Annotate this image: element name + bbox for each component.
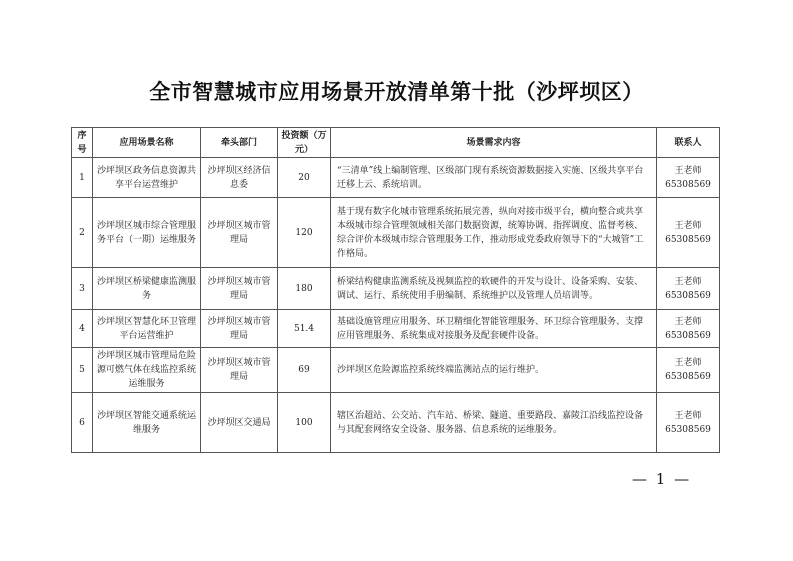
header-dept: 牵头部门 xyxy=(201,128,278,158)
row-no: 3 xyxy=(72,268,93,310)
row-name: 沙坪坝区城市管理局危险源可燃气体在线监控系统运维服务 xyxy=(93,348,201,393)
row-name: 沙坪坝区桥梁健康监测服务 xyxy=(93,268,201,310)
header-invest: 投资额（万元） xyxy=(278,128,331,158)
contact-name: 王老师 xyxy=(674,165,702,176)
row-content: 沙坪坝区危险源监控系统终端监测站点的运行维护。 xyxy=(331,348,657,393)
contact-phone: 65308569 xyxy=(665,290,711,301)
table-row xyxy=(72,268,720,310)
contact-phone: 65308569 xyxy=(665,424,711,435)
page-number: — 1 — xyxy=(632,470,692,488)
contact-name: 王老师 xyxy=(674,358,702,368)
contact-phone: 65308569 xyxy=(665,372,711,382)
table-row xyxy=(72,158,720,198)
row-dept: 沙坪坝区城市管理局 xyxy=(201,310,278,348)
row-content: 辖区治超站、公交站、汽车站、桥梁、隧道、重要路段、嘉陵江沿线监控设备与其配套网络安全设备、服务器、信息系统的运维服务。 xyxy=(331,393,657,453)
table-row xyxy=(72,310,720,348)
row-contact xyxy=(657,310,720,348)
row-invest: 69 xyxy=(278,348,331,393)
row-contact xyxy=(657,198,720,268)
row-no: 1 xyxy=(72,158,93,198)
contact-name: 王老师 xyxy=(674,410,702,421)
row-dept: 沙坪坝区城市管理局 xyxy=(201,198,278,268)
row-content: 基础设施管理应用服务、环卫精细化智能管理服务、环卫综合管理服务、支撑应用管理服务、系统集成对接服务及配套硬件设备。 xyxy=(331,310,657,348)
header-contact: 联系人 xyxy=(657,128,720,158)
row-content: “三清单”线上编制管理、区级部门现有系统资源数据接入实施、区级共享平台迁移上云、系统培训。 xyxy=(331,158,657,198)
row-no: 4 xyxy=(72,310,93,348)
row-name: 沙坪坝区政务信息资源共享平台运营维护 xyxy=(93,158,201,198)
header-no: 序号 xyxy=(72,128,93,158)
row-contact xyxy=(657,393,720,453)
row-invest: 120 xyxy=(278,198,331,268)
header-name: 应用场景名称 xyxy=(93,128,201,158)
table-row xyxy=(72,393,720,453)
scenario-table xyxy=(71,127,720,453)
row-content: 桥梁结构健康监测系统及视频监控的软硬件的开发与设计、设备采购、安装、调试、运行、系统使用手册编制、系统维护以及管理人员培训等。 xyxy=(331,268,657,310)
row-name: 沙坪坝区智能交通系统运维服务 xyxy=(93,393,201,453)
row-dept: 沙坪坝区城市管理局 xyxy=(201,348,278,393)
row-content: 基于现有数字化城市管理系统拓展完善，纵向对接市级平台，横向整合或共享本级城市综合管理领域相关部门数据资源，统筹协调、指挥调度、监督考核、综合评价本级城市综合管理服务工作，推动形成党委政府领导下的“大城管”工作格局。 xyxy=(331,198,657,268)
row-name: 沙坪坝区智慧化环卫管理平台运营维护 xyxy=(93,310,201,348)
table-header-row xyxy=(72,128,720,158)
row-invest: 20 xyxy=(278,158,331,198)
table-row xyxy=(72,348,720,393)
row-dept: 沙坪坝区经济信息委 xyxy=(201,158,278,198)
row-no: 2 xyxy=(72,198,93,268)
row-contact xyxy=(657,268,720,310)
row-dept: 沙坪坝区城市管理局 xyxy=(201,268,278,310)
row-invest: 100 xyxy=(278,393,331,453)
contact-phone: 65308569 xyxy=(665,179,711,190)
table-row xyxy=(72,198,720,268)
contact-name: 王老师 xyxy=(674,316,702,327)
row-dept: 沙坪坝区交通局 xyxy=(201,393,278,453)
contact-name: 王老师 xyxy=(674,276,702,287)
page-title: 全市智慧城市应用场景开放清单第十批（沙坪坝区） xyxy=(149,80,644,104)
row-no: 5 xyxy=(72,348,93,393)
contact-name: 王老师 xyxy=(674,220,702,231)
row-no: 6 xyxy=(72,393,93,453)
row-contact xyxy=(657,348,720,393)
header-content: 场景需求内容 xyxy=(331,128,657,158)
row-name: 沙坪坝区城市综合管理服务平台（一期）运维服务 xyxy=(93,198,201,268)
row-contact xyxy=(657,158,720,198)
row-invest: 180 xyxy=(278,268,331,310)
contact-phone: 65308569 xyxy=(665,330,711,341)
contact-phone: 65308569 xyxy=(665,234,711,245)
row-invest: 51.4 xyxy=(278,310,331,348)
